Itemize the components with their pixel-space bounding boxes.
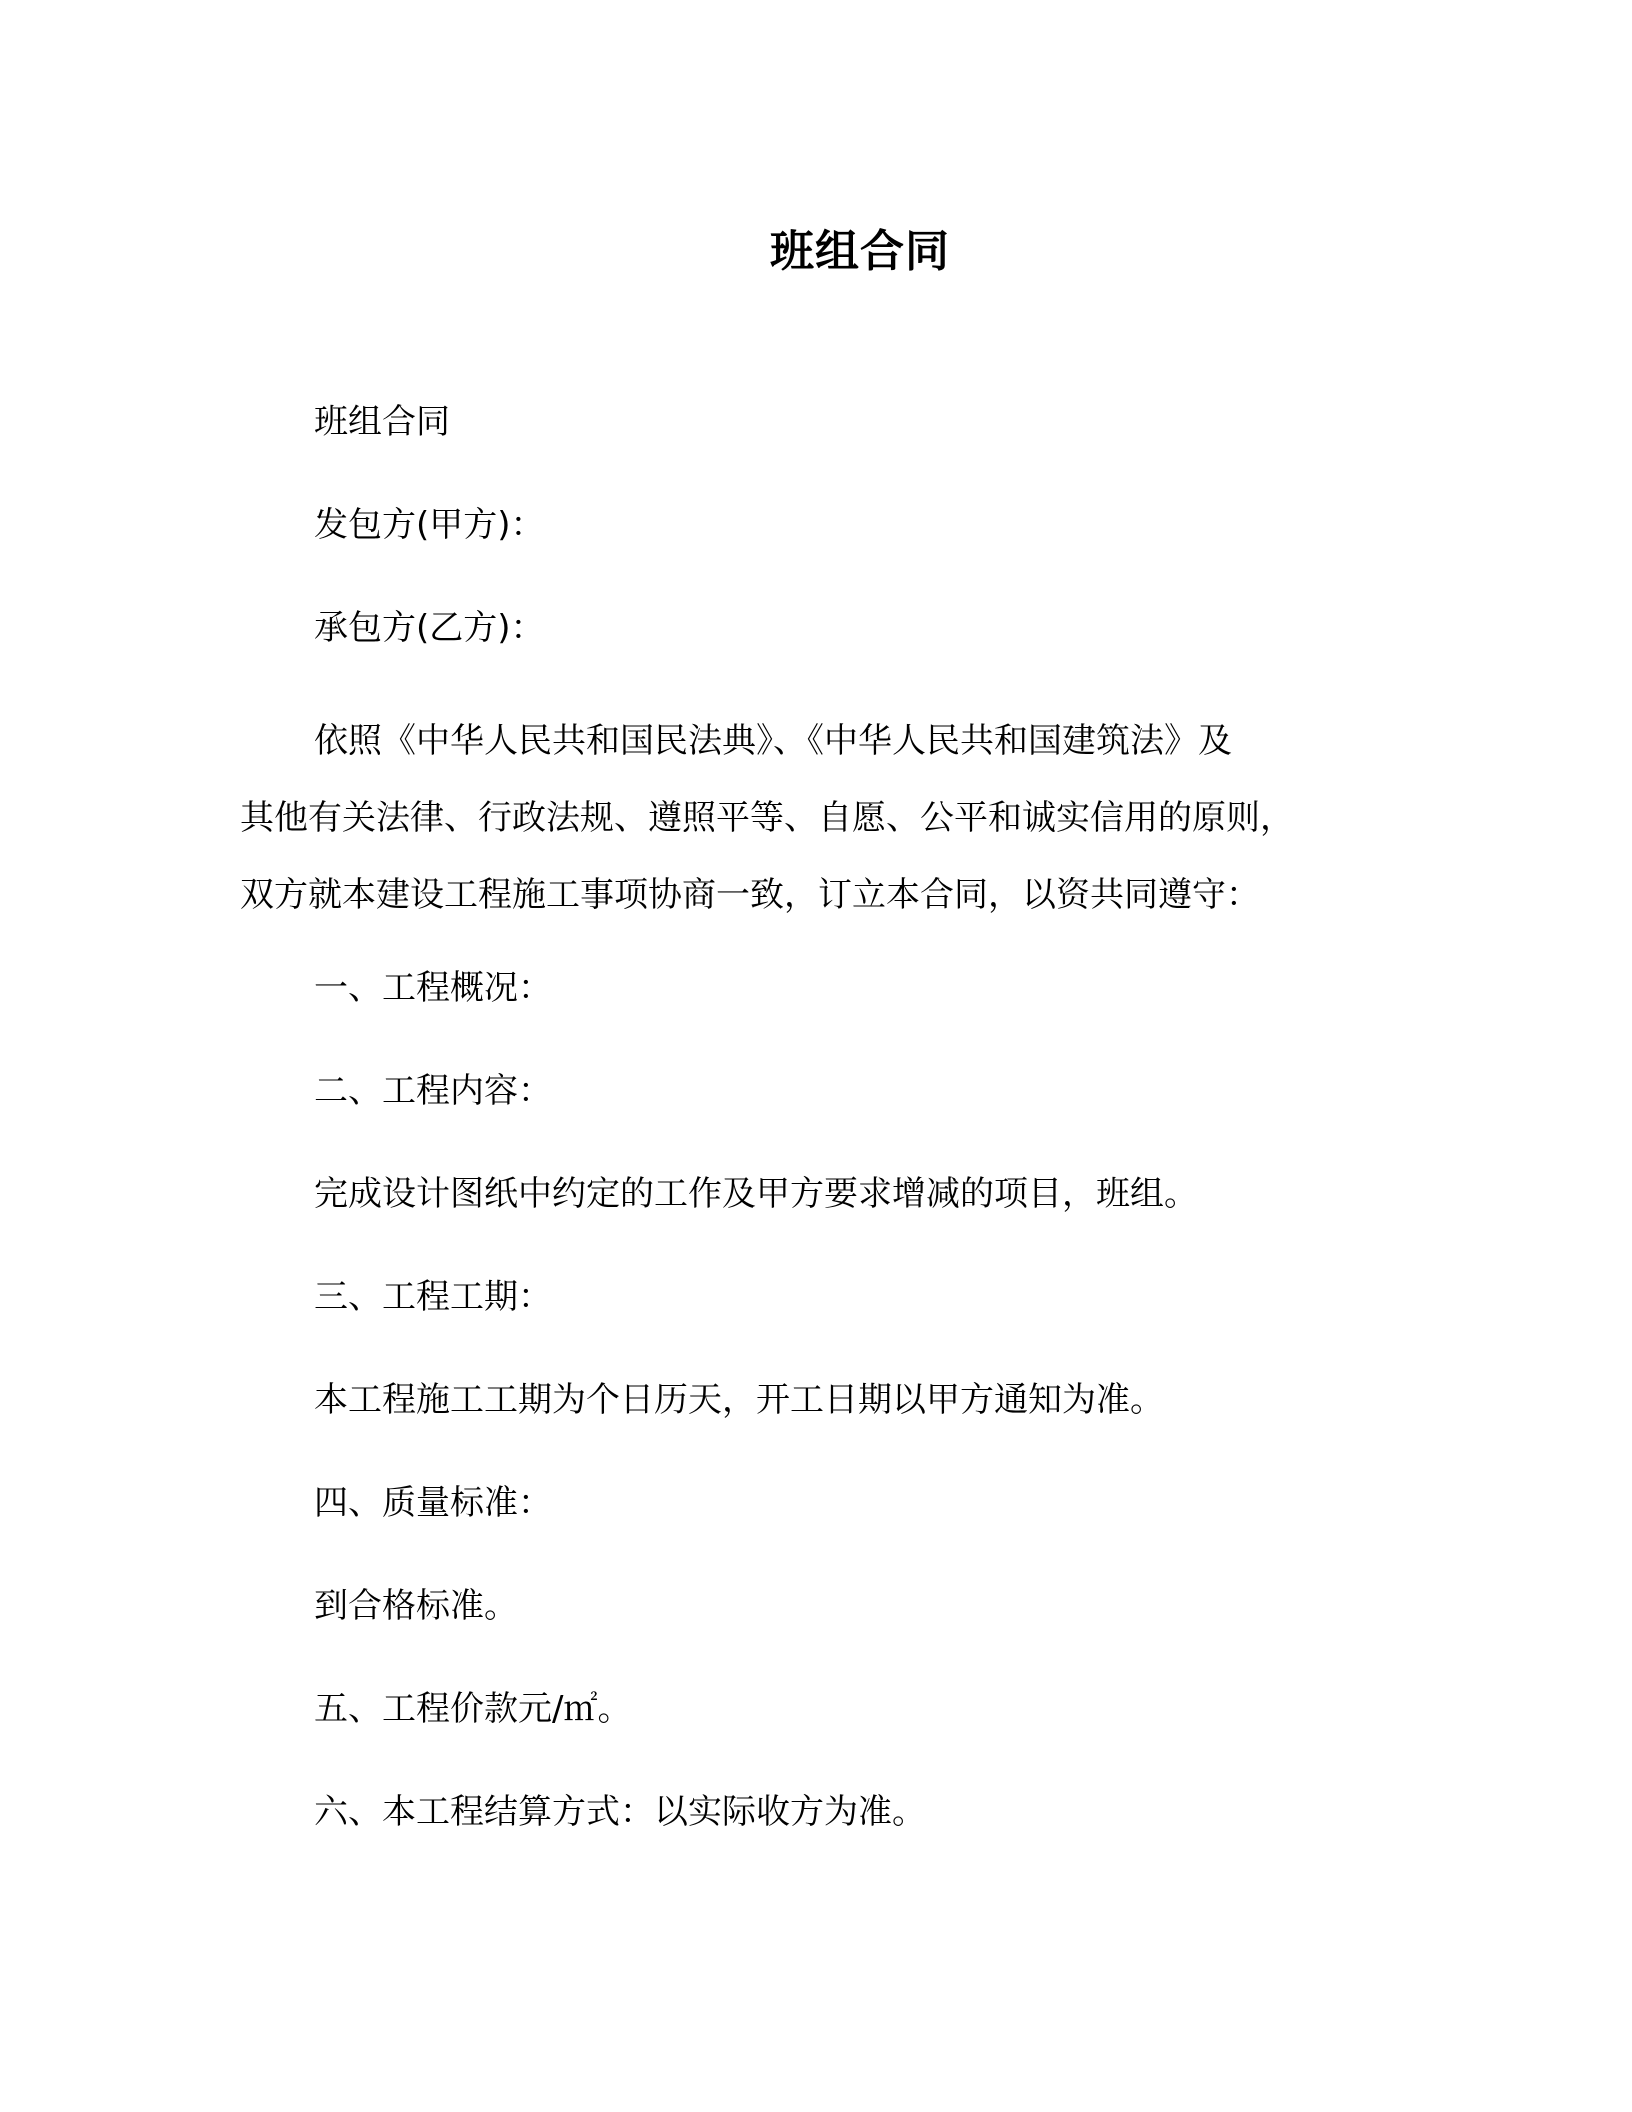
section-3-body: 本工程施工工期为个日历天，开工日期以甲方通知为准。 <box>314 1380 1164 1420</box>
section-4-body: 到合格标准。 <box>314 1586 518 1626</box>
section-3-heading: 三、工程工期： <box>314 1277 552 1317</box>
subtitle: 班组合同 <box>314 402 450 442</box>
section-6-heading: 六、本工程结算方式：以实际收方为准。 <box>314 1792 926 1832</box>
preamble-line-3: 双方就本建设工程施工事项协商一致，订立本合同，以资共同遵守： <box>240 875 1260 915</box>
party-b-line: 承包方(乙方)： <box>314 608 545 648</box>
section-2-heading: 二、工程内容： <box>314 1071 552 1111</box>
document-title: 班组合同 <box>770 226 950 277</box>
section-2-body: 完成设计图纸中约定的工作及甲方要求增减的项目，班组。 <box>314 1174 1198 1214</box>
preamble-paragraph <box>240 703 1400 934</box>
preamble-line-1: 依照《中华人民共和国民法典》、《中华人民共和国建筑法》及 <box>314 721 1232 761</box>
section-5-heading: 五、工程价款元/㎡。 <box>314 1689 632 1729</box>
party-a-line: 发包方(甲方)： <box>314 505 545 545</box>
section-1-heading: 一、工程概况： <box>314 968 552 1008</box>
section-4-heading: 四、质量标准： <box>314 1483 552 1523</box>
preamble-line-2: 其他有关法律、行政法规、遵照平等、自愿、公平和诚实信用的原则， <box>240 798 1294 838</box>
